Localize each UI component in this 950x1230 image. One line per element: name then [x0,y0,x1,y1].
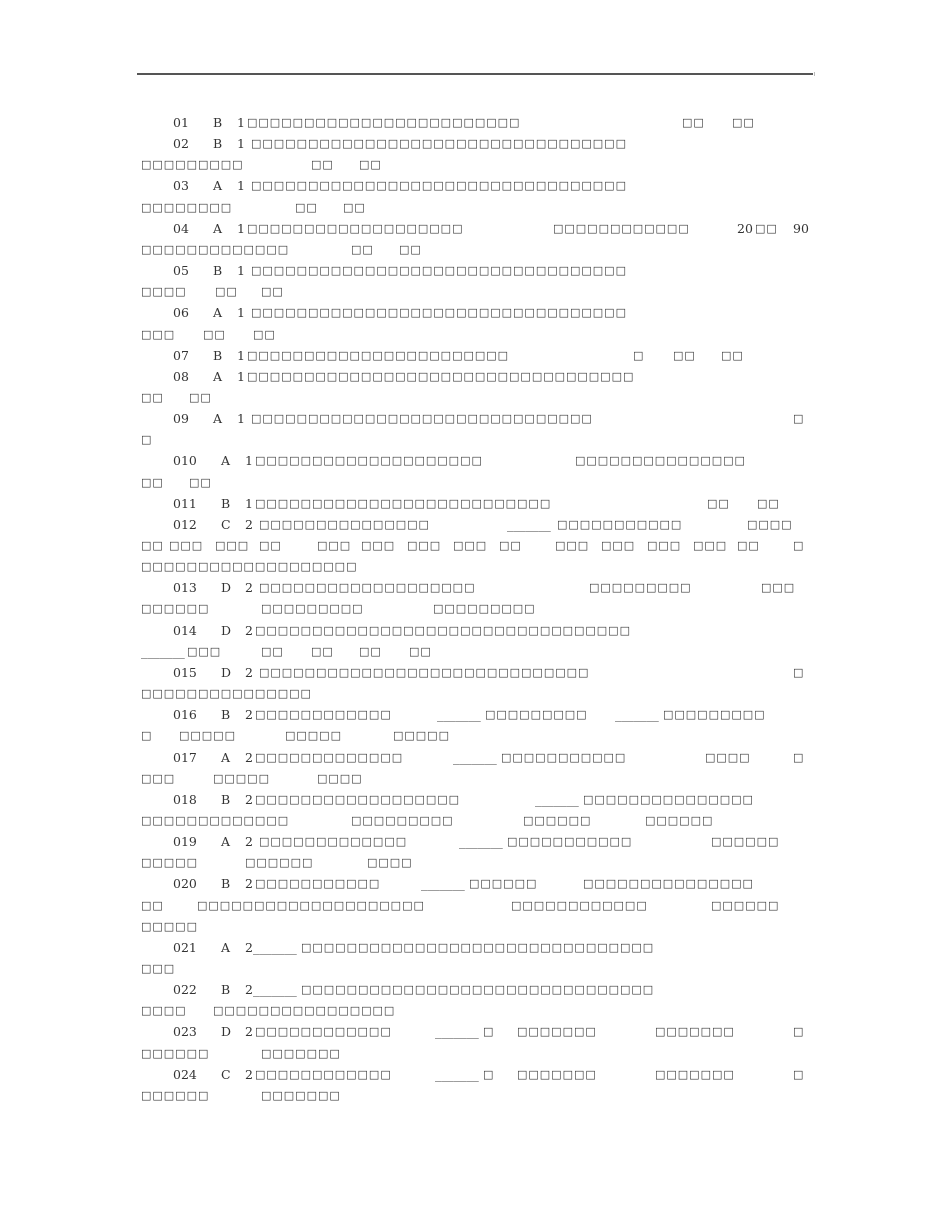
text-segment: 2 [245,707,253,723]
text-line [137,388,817,408]
text-segment: 010 [173,453,197,469]
text-segment: □□□□□□□□□ [141,158,244,172]
text-segment: 014 [173,622,197,638]
text-segment: □□ [737,539,760,552]
text-segment: 01 [173,115,189,130]
text-segment: 90 [793,220,809,236]
text-line [137,726,817,746]
text-line [137,811,817,831]
text-segment: 1 [237,368,245,384]
text-line [137,430,817,450]
text-segment: □□□□□□□□□□□□□□□□ [213,1004,396,1018]
answer-blank: _______ [435,1066,479,1082]
text-segment: 05 [173,263,189,279]
text-segment: B [213,263,223,279]
text-segment: 2 [245,622,253,638]
text-segment: □□ [359,158,382,172]
text-line [137,367,817,387]
text-segment: C [221,1066,231,1082]
text-segment: □□□□□□□□□□□□□□□□□□□□□□□□□□□□□□□ [301,940,655,954]
text-segment: □□□□□□□□□□□□□□□□□□□□□□□□□□□□□□□□□ [251,264,627,278]
text-segment: □□□ [693,539,728,552]
text-segment: □□□ [141,327,176,341]
answer-blank: _______ [459,834,503,850]
text-segment: 2 [245,1066,253,1082]
text-segment: □□ [253,327,276,341]
text-segment: □□□ [407,539,442,552]
text-segment: □□□□□□□□□□□□□□□□□□□□□□□□□□□□□ [259,665,590,679]
text-segment: B [221,982,231,998]
text-segment: 019 [173,834,197,850]
text-line [137,155,817,175]
text-segment: □□ [343,200,366,214]
text-line [137,536,817,556]
text-segment: B [221,791,231,807]
text-segment: □□ [295,200,318,214]
text-segment: □□□□□□□ [655,1067,735,1081]
text-line [137,1086,817,1106]
text-segment: □□□□□□□ [517,1025,597,1039]
text-line [137,705,817,725]
text-segment: □ [633,348,645,362]
text-segment: 1 [237,347,245,363]
text-segment: A [213,220,223,236]
text-segment: □□□□□□ [141,1046,210,1060]
text-line [137,303,817,323]
text-segment: 02 [173,136,189,152]
text-segment: □□□□□□□□□□□□□□□□□□□□□□□□□□□□□□□ [301,983,655,997]
text-segment: 015 [173,664,197,680]
text-segment: 1 [237,263,245,279]
text-segment: D [221,580,232,596]
text-segment: □□□□□□□ [261,1088,341,1102]
text-segment: 013 [173,580,197,596]
text-segment: □□□□ [747,517,793,531]
text-segment: □□□□□□□□ [141,200,233,214]
text-segment: □□ [311,158,334,172]
text-segment: □□□□□□□□□□□□□□□□□□□ [141,560,358,574]
text-segment: C [221,516,231,532]
text-line [137,451,817,471]
text-segment: □□□□□□□□□□□□□□□□□□□□□□□□□□□□□□ [251,412,593,426]
text-line [137,113,817,133]
answer-blank: _______ [421,876,465,892]
answer-blank: _______ [435,1024,479,1040]
text-segment: 2 [245,516,253,532]
text-segment: 2 [245,834,253,850]
text-segment: A [213,305,223,321]
text-segment: □□□ [169,539,204,552]
text-segment: □ [483,1025,495,1039]
text-segment: □□□□□ [179,729,236,743]
text-segment: 1 [237,220,245,236]
text-segment: □□□□ [367,856,413,870]
text-segment: □□□□□□□□□□□□□□□ [141,687,312,701]
text-line [137,515,817,535]
text-line [137,346,817,366]
text-segment: □□ [215,285,238,299]
text-segment: 021 [173,939,197,955]
text-segment: □□□□□□□□□□□□□□□□□□□□□□□□□□□□□□□□□ [251,306,627,320]
text-segment: □□□□□□□□□□□□□ [259,835,408,849]
text-segment: □□□□□□□ [261,1046,341,1060]
text-segment: 20 [737,220,753,236]
text-segment: □□ [732,116,755,129]
text-segment: B [213,347,223,363]
text-segment: B [221,495,231,511]
text-segment: □□□□□□ [469,877,538,891]
text-segment: □□□□□□ [141,602,210,616]
text-segment: 2 [245,580,253,596]
text-segment: □□□□□□□□□□□ [507,835,633,849]
text-segment: □□ [757,496,780,510]
text-segment: □□ [409,644,432,658]
text-segment: □□□□□□ [645,813,714,827]
text-segment: □□□ [761,581,796,595]
text-segment: B [221,876,231,892]
text-segment: □□ [311,644,334,658]
text-segment: □□□□□□□□□□□□□□□□□□□□ [197,898,425,912]
text-segment: 06 [173,305,189,321]
text-segment: □□□□□□□□□□□□□□□□□□□□□□□ [247,348,510,362]
text-line [137,769,817,789]
text-segment: □□□□□□□□□□□□□□□□□□ [255,792,461,806]
text-segment: □□□□□ [141,919,198,933]
text-segment: □□□□□□□□□□□ [501,750,627,764]
text-segment: □□ [203,327,226,341]
text-segment: □□□□□□□□□□□□ [255,708,392,722]
text-segment: 022 [173,982,197,998]
text-segment: □□ [141,390,164,404]
text-segment: □□□□□ [213,771,270,785]
text-segment: □□□□□□ [141,1088,210,1102]
text-segment: A [213,411,223,427]
text-segment: □□ [259,539,282,552]
text-segment: □□ [707,496,730,510]
text-line [137,1022,817,1042]
text-segment: □□□□□□□□□□□□□□□□□□□□□□□□□□□□□□□□□ [251,137,627,151]
text-segment: 016 [173,707,197,723]
text-segment: D [221,664,232,680]
text-segment: □□□□□ [141,856,198,870]
text-segment: 012 [173,516,197,532]
text-segment: □□ [351,242,374,256]
text-segment: □□□□□□ [711,835,780,849]
text-line [137,494,817,514]
text-segment: 2 [245,982,253,998]
text-line [137,134,817,154]
text-segment: □ [483,1067,495,1081]
text-line [137,578,817,598]
text-segment: □□□ [601,539,636,552]
text-segment: □□□□□□□□□□□□ [255,1025,392,1039]
text-line [137,959,817,979]
text-segment: B [213,136,223,152]
text-segment: □□ [261,285,284,299]
text-segment: □□□□□□□□□□□ [255,877,381,891]
answer-blank: _______ [535,791,579,807]
header-rule-tick [814,72,815,76]
text-segment: □□□□ [141,285,187,299]
text-segment: □□□□□□□□□ [663,708,766,722]
text-segment: 023 [173,1024,197,1040]
text-segment: □ [141,433,153,447]
text-line [137,790,817,810]
text-segment: □□ [189,475,212,489]
text-line [137,874,817,894]
text-segment: A [221,749,231,765]
text-segment: □□ [359,644,382,658]
text-segment: 07 [173,347,189,363]
text-segment: A [221,834,231,850]
text-segment: 03 [173,178,189,194]
text-segment: B [213,115,223,130]
text-segment: A [213,178,223,194]
text-segment: 08 [173,368,189,384]
answer-blank: _______ [507,516,551,532]
text-line [137,599,817,619]
text-line [137,409,817,429]
text-line [137,642,817,662]
text-line [137,917,817,937]
answer-blank: _______ [437,707,481,723]
text-segment: □□□□□□□□□□□□□ [255,750,404,764]
text-segment: □□□□□□□□□□□□□□□ [583,792,754,806]
text-line [137,219,817,239]
text-line [137,621,817,641]
text-segment: B [221,707,231,723]
text-segment: D [221,622,232,638]
text-segment: □□□□□ [393,729,450,743]
text-segment: D [221,1024,232,1040]
text-line [137,853,817,873]
text-segment: □□□ [555,539,590,552]
text-segment: □□□□□□□□□□□□□□□□□□□□□□□□□□□□□□□□□ [255,623,631,637]
text-segment: □□□□□□□□□□□□□□□□□□□□□□□□ [247,116,521,129]
answer-blank: _______ [453,749,497,765]
text-segment: □□□□□□□□□ [261,602,364,616]
text-line [137,684,817,704]
text-segment: A [221,453,231,469]
text-segment: □□□ [453,539,488,552]
text-segment: 2 [245,876,253,892]
text-line [137,282,817,302]
text-segment: □ [793,1025,805,1039]
answer-blank: _______ [141,643,185,659]
text-segment: □ [793,1067,805,1081]
text-segment: 011 [173,495,197,511]
text-segment: □□□□□□□□□□□□□□□ [583,877,754,891]
text-segment: □ [793,412,805,426]
text-segment: □□□ [141,771,176,785]
text-line [137,325,817,345]
text-line [137,557,817,577]
text-segment: □□ [141,475,164,489]
text-segment: □ [141,729,153,743]
text-segment: □□□□□□□□□ [351,813,454,827]
text-segment: 020 [173,876,197,892]
text-segment: □□□□□ [285,729,342,743]
text-segment: 017 [173,749,197,765]
text-segment: □□ [141,898,164,912]
text-segment: 2 [245,1024,253,1040]
text-segment: □□ [755,221,778,235]
text-segment: □□ [721,348,744,362]
text-segment: □□□□□□□□□□□□□□□ [259,517,430,531]
text-segment: □□ [189,390,212,404]
text-line [137,938,817,958]
text-line [137,748,817,768]
text-segment: 2 [245,749,253,765]
text-segment: 04 [173,220,189,236]
text-segment: A [221,939,231,955]
text-segment: 1 [237,178,245,194]
text-segment: □□□□□□□□□□□□□ [141,813,290,827]
text-segment: 1 [237,136,245,152]
text-segment: □□□□□□□□□□□□□□□□□□□□□□□□□□□□□□□□□ [251,179,627,193]
text-segment: □□□□□□ [711,898,780,912]
text-segment: □□□□ [317,771,363,785]
text-segment: □□□□□□□□□□□□ [511,898,648,912]
text-segment: □□□□□□ [245,856,314,870]
text-segment: □□ [673,348,696,362]
header-rule [137,73,813,75]
text-segment: □□□□□□□□□□□ [557,517,683,531]
text-segment: □□ [399,242,422,256]
text-segment: 09 [173,411,189,427]
text-segment: 1 [237,115,245,130]
text-line [137,1001,817,1021]
text-segment: □□□□□□□□□□□□□□□□□□□□□□□□□□ [255,496,552,510]
text-segment: □ [793,539,805,552]
text-segment: □□□□□□□ [517,1067,597,1081]
text-segment: □□□□□□□□□□□□□ [141,242,290,256]
text-segment: □□□□□□□□□□□□□□□□□□□□□□□□□□□□□□□□□□ [247,369,635,383]
text-line [137,1044,817,1064]
text-segment: 1 [245,495,253,511]
text-segment: □□□ [141,962,176,975]
text-segment: □□□□□□□□□□□□□□□□□□□ [259,581,476,595]
text-segment: □□□ [215,539,250,552]
text-segment: □□ [682,116,705,129]
text-segment: □□□ [647,539,682,552]
answer-blank: _______ [615,707,659,723]
text-line [137,1065,817,1085]
text-line [137,473,817,493]
text-line [137,240,817,260]
text-line [137,663,817,683]
text-segment: 1 [237,305,245,321]
text-segment: □□ [141,539,164,552]
text-segment: 1 [245,453,253,469]
answer-blank: _______ [253,982,297,998]
text-segment: □□□ [187,644,222,658]
text-segment: □□□□□□□□□□□□□□□ [575,454,746,468]
text-line [137,176,817,196]
text-line [137,896,817,916]
text-segment: □□□□□□□□□□□□ [255,1067,392,1081]
text-segment: □□□□□□□□□ [589,581,692,595]
text-segment: □□□□ [141,1004,187,1018]
text-segment: □□ [499,539,522,552]
text-line [137,832,817,852]
text-segment: □□□□□□□□□□□□□□□□□□□ [247,221,464,235]
text-segment: □ [793,750,805,764]
text-segment: □□□□□□ [523,813,592,827]
text-segment: □□□ [361,539,396,552]
text-line [137,261,817,281]
text-segment: □□ [261,644,284,658]
text-segment: □□□□□□□□□ [485,708,588,722]
text-segment: □□□ [317,539,352,552]
text-segment: 018 [173,791,197,807]
text-segment: 1 [237,411,245,427]
text-segment: 2 [245,791,253,807]
text-line [137,198,817,218]
text-line [137,980,817,1000]
text-segment: □ [793,665,805,679]
text-segment: 2 [245,664,253,680]
text-segment: □□□□□□□ [655,1025,735,1039]
text-segment: 2 [245,939,253,955]
text-segment: 024 [173,1066,197,1082]
answer-blank: _______ [253,939,297,955]
text-segment: A [213,368,223,384]
text-segment: □□□□□□□□□ [433,602,536,616]
text-segment: □□□□□□□□□□□□□□□□□□□□ [255,454,483,468]
text-segment: □□□□ [705,750,751,764]
text-segment: □□□□□□□□□□□□ [553,221,690,235]
